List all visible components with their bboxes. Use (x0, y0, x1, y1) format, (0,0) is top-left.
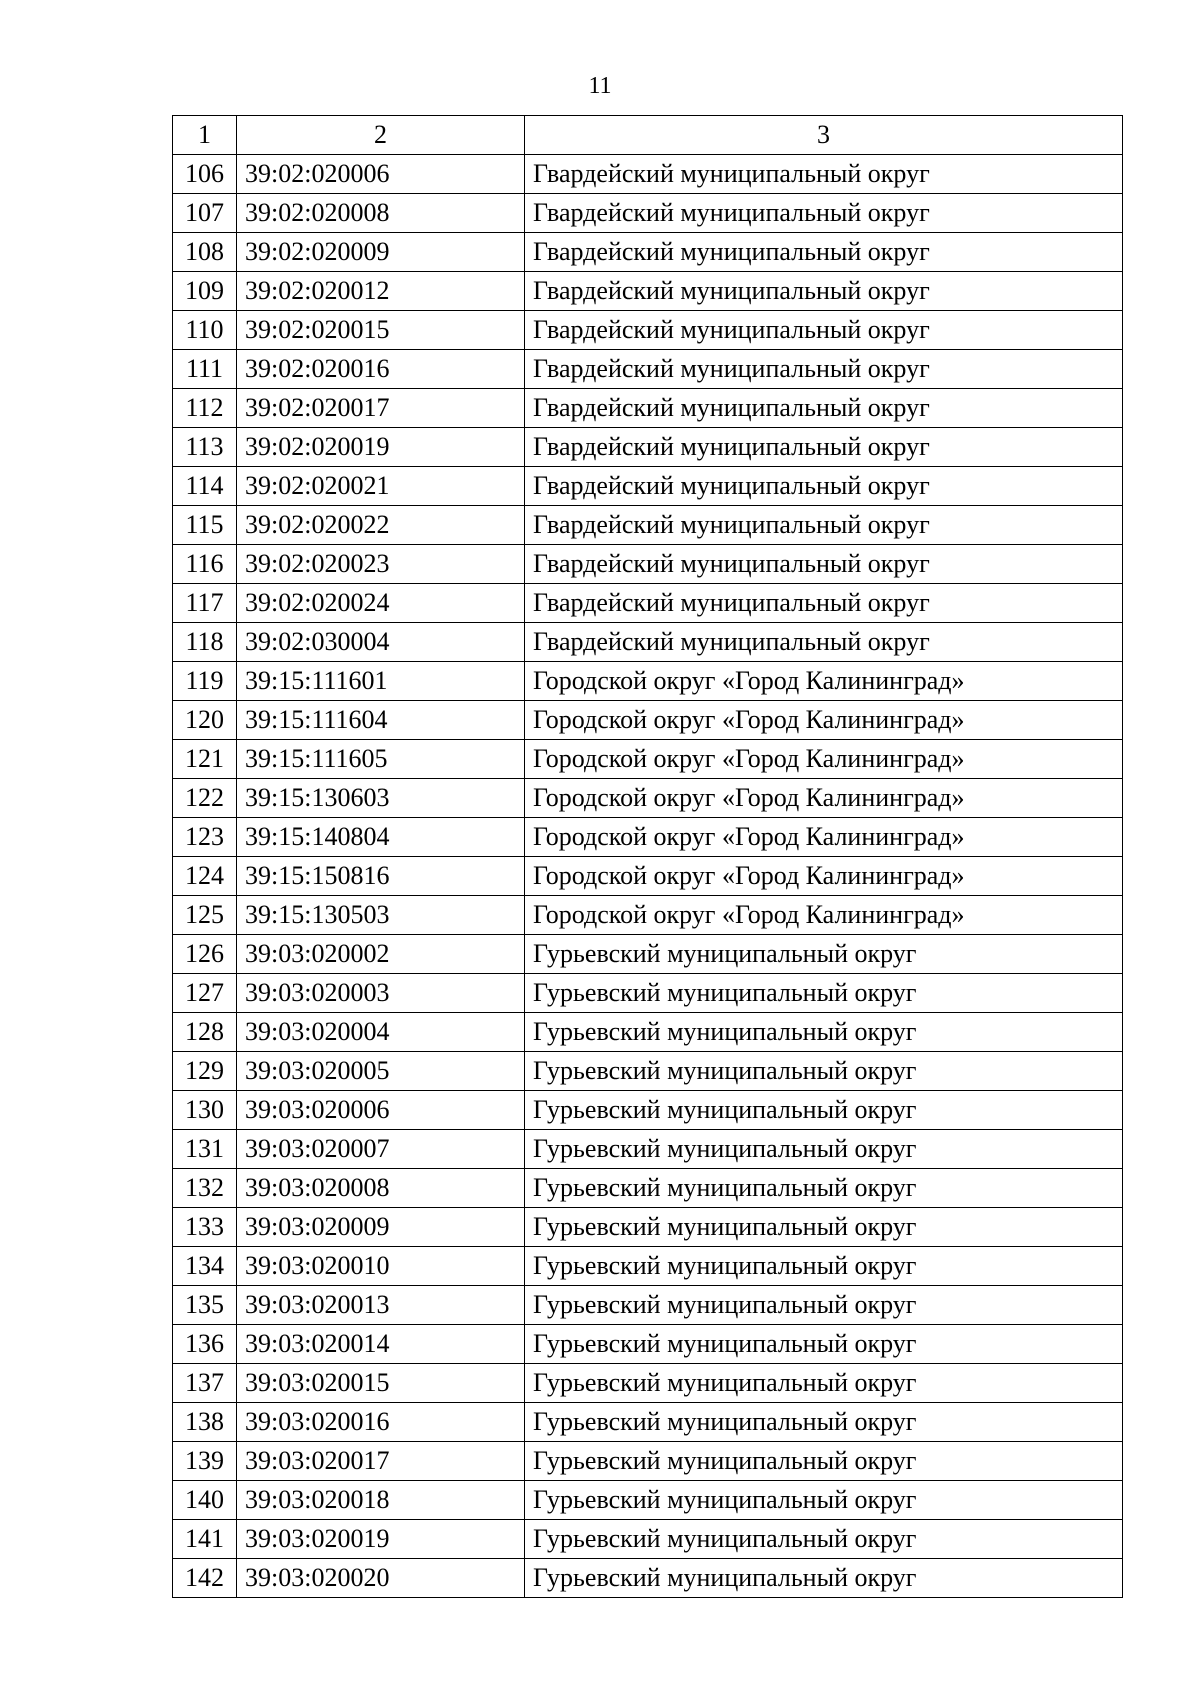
cadastral-number-cell: 39:02:020012 (237, 272, 525, 311)
municipality-cell: Гвардейский муниципальный округ (525, 272, 1123, 311)
row-number-cell: 129 (173, 1052, 237, 1091)
cadastral-number-cell: 39:03:020006 (237, 1091, 525, 1130)
municipality-cell: Городской округ «Город Калининград» (525, 857, 1123, 896)
table-row (173, 662, 1123, 701)
cadastral-number-cell: 39:02:020024 (237, 584, 525, 623)
table-row (173, 1052, 1123, 1091)
table-row (173, 1208, 1123, 1247)
municipality-cell: Гурьевский муниципальный округ (525, 1091, 1123, 1130)
municipality-cell: Гурьевский муниципальный округ (525, 974, 1123, 1013)
cadastral-number-cell: 39:03:020015 (237, 1364, 525, 1403)
table-row (173, 1091, 1123, 1130)
municipality-cell: Гвардейский муниципальный округ (525, 467, 1123, 506)
row-number-cell: 124 (173, 857, 237, 896)
table-row (173, 1325, 1123, 1364)
municipality-cell: Гурьевский муниципальный округ (525, 1481, 1123, 1520)
row-number-cell: 140 (173, 1481, 237, 1520)
municipality-cell: Гвардейский муниципальный округ (525, 155, 1123, 194)
row-number-cell: 114 (173, 467, 237, 506)
table-row (173, 428, 1123, 467)
table-row (173, 818, 1123, 857)
cadastral-number-cell: 39:03:020020 (237, 1559, 525, 1598)
table-row (173, 1130, 1123, 1169)
table-row (173, 1364, 1123, 1403)
municipality-cell: Гвардейский муниципальный округ (525, 194, 1123, 233)
table-row (173, 506, 1123, 545)
row-number-cell: 121 (173, 740, 237, 779)
row-number-cell: 134 (173, 1247, 237, 1286)
row-number-cell: 132 (173, 1169, 237, 1208)
cadastral-number-cell: 39:15:111604 (237, 701, 525, 740)
municipality-cell: Городской округ «Город Калининград» (525, 740, 1123, 779)
row-number-cell: 122 (173, 779, 237, 818)
cadastral-number-cell: 39:02:020006 (237, 155, 525, 194)
table-row (173, 1247, 1123, 1286)
row-number-cell: 111 (173, 350, 237, 389)
row-number-cell: 107 (173, 194, 237, 233)
cadastral-number-cell: 39:03:020009 (237, 1208, 525, 1247)
row-number-cell: 109 (173, 272, 237, 311)
municipality-cell: Гурьевский муниципальный округ (525, 1247, 1123, 1286)
table-row (173, 272, 1123, 311)
row-number-cell: 126 (173, 935, 237, 974)
table-row (173, 194, 1123, 233)
municipality-cell: Городской округ «Город Калининград» (525, 779, 1123, 818)
cadastral-number-cell: 39:02:020023 (237, 545, 525, 584)
municipality-cell: Гурьевский муниципальный округ (525, 1364, 1123, 1403)
table-row (173, 1481, 1123, 1520)
cadastral-number-cell: 39:02:020021 (237, 467, 525, 506)
municipality-cell: Городской округ «Город Калининград» (525, 818, 1123, 857)
municipality-cell: Гурьевский муниципальный округ (525, 1286, 1123, 1325)
table-row (173, 155, 1123, 194)
cadastral-number-cell: 39:03:020019 (237, 1520, 525, 1559)
table-row (173, 740, 1123, 779)
row-number-cell: 135 (173, 1286, 237, 1325)
row-number-cell: 128 (173, 1013, 237, 1052)
table-row (173, 857, 1123, 896)
cadastral-number-cell: 39:03:020014 (237, 1325, 525, 1364)
municipality-cell: Гурьевский муниципальный округ (525, 1013, 1123, 1052)
row-number-cell: 137 (173, 1364, 237, 1403)
cadastral-number-cell: 39:15:111601 (237, 662, 525, 701)
cadastral-number-cell: 39:03:020017 (237, 1442, 525, 1481)
cadastral-number-cell: 39:03:020005 (237, 1052, 525, 1091)
municipality-cell: Гурьевский муниципальный округ (525, 1520, 1123, 1559)
municipality-cell: Гурьевский муниципальный округ (525, 1130, 1123, 1169)
municipality-cell: Гвардейский муниципальный округ (525, 428, 1123, 467)
municipality-cell: Гвардейский муниципальный округ (525, 233, 1123, 272)
table-row (173, 779, 1123, 818)
municipality-cell: Гурьевский муниципальный округ (525, 1403, 1123, 1442)
cadastral-number-cell: 39:02:020022 (237, 506, 525, 545)
row-number-cell: 110 (173, 311, 237, 350)
cadastral-number-cell: 39:02:020015 (237, 311, 525, 350)
municipality-cell: Городской округ «Город Калининград» (525, 701, 1123, 740)
municipality-cell: Гвардейский муниципальный округ (525, 350, 1123, 389)
row-number-cell: 138 (173, 1403, 237, 1442)
page-number: 11 (588, 73, 612, 99)
municipality-cell: Гурьевский муниципальный округ (525, 1208, 1123, 1247)
row-number-cell: 113 (173, 428, 237, 467)
cadastral-number-cell: 39:03:020018 (237, 1481, 525, 1520)
cadastral-number-cell: 39:03:020002 (237, 935, 525, 974)
cadastral-number-cell: 39:03:020004 (237, 1013, 525, 1052)
table-row (173, 1286, 1123, 1325)
municipality-cell: Гурьевский муниципальный округ (525, 1442, 1123, 1481)
column-header-number: 1 (173, 116, 237, 155)
municipality-cell: Гурьевский муниципальный округ (525, 935, 1123, 974)
table-row (173, 623, 1123, 662)
cadastral-number-cell: 39:03:020013 (237, 1286, 525, 1325)
municipality-cell: Городской округ «Город Калининград» (525, 662, 1123, 701)
municipality-cell: Гвардейский муниципальный округ (525, 506, 1123, 545)
municipality-cell: Гурьевский муниципальный округ (525, 1325, 1123, 1364)
column-header-municipality: 3 (525, 116, 1123, 155)
row-number-cell: 131 (173, 1130, 237, 1169)
table-row (173, 896, 1123, 935)
row-number-cell: 125 (173, 896, 237, 935)
table-row (173, 1013, 1123, 1052)
table-header-row (173, 116, 1123, 155)
municipality-cell: Гвардейский муниципальный округ (525, 584, 1123, 623)
row-number-cell: 142 (173, 1559, 237, 1598)
cadastral-number-cell: 39:15:150816 (237, 857, 525, 896)
table-row (173, 1403, 1123, 1442)
row-number-cell: 123 (173, 818, 237, 857)
municipality-cell: Гурьевский муниципальный округ (525, 1559, 1123, 1598)
cadastral-number-cell: 39:03:020010 (237, 1247, 525, 1286)
table-row (173, 584, 1123, 623)
table-row (173, 311, 1123, 350)
municipality-cell: Гвардейский муниципальный округ (525, 389, 1123, 428)
row-number-cell: 139 (173, 1442, 237, 1481)
cadastral-number-cell: 39:03:020003 (237, 974, 525, 1013)
table-row (173, 935, 1123, 974)
cadastral-number-cell: 39:03:020007 (237, 1130, 525, 1169)
row-number-cell: 118 (173, 623, 237, 662)
row-number-cell: 130 (173, 1091, 237, 1130)
table-row (173, 350, 1123, 389)
cadastral-number-cell: 39:15:130603 (237, 779, 525, 818)
table-row (173, 974, 1123, 1013)
cadastral-number-cell: 39:15:111605 (237, 740, 525, 779)
table-body (173, 116, 1123, 1598)
column-header-cadastral: 2 (237, 116, 525, 155)
row-number-cell: 108 (173, 233, 237, 272)
cadastral-number-cell: 39:02:030004 (237, 623, 525, 662)
row-number-cell: 106 (173, 155, 237, 194)
table-row (173, 233, 1123, 272)
cadastral-number-cell: 39:15:130503 (237, 896, 525, 935)
row-number-cell: 120 (173, 701, 237, 740)
cadastral-table (172, 115, 1123, 1598)
municipality-cell: Гвардейский муниципальный округ (525, 545, 1123, 584)
cadastral-number-cell: 39:03:020008 (237, 1169, 525, 1208)
table-row (173, 545, 1123, 584)
municipality-cell: Гвардейский муниципальный округ (525, 311, 1123, 350)
cadastral-number-cell: 39:02:020016 (237, 350, 525, 389)
row-number-cell: 133 (173, 1208, 237, 1247)
table-row (173, 1520, 1123, 1559)
row-number-cell: 117 (173, 584, 237, 623)
cadastral-number-cell: 39:02:020017 (237, 389, 525, 428)
table-row (173, 1169, 1123, 1208)
table-row (173, 1442, 1123, 1481)
cadastral-number-cell: 39:03:020016 (237, 1403, 525, 1442)
municipality-cell: Городской округ «Город Калининград» (525, 896, 1123, 935)
municipality-cell: Гурьевский муниципальный округ (525, 1169, 1123, 1208)
row-number-cell: 116 (173, 545, 237, 584)
cadastral-number-cell: 39:15:140804 (237, 818, 525, 857)
cadastral-number-cell: 39:02:020019 (237, 428, 525, 467)
row-number-cell: 112 (173, 389, 237, 428)
row-number-cell: 115 (173, 506, 237, 545)
municipality-cell: Гурьевский муниципальный округ (525, 1052, 1123, 1091)
row-number-cell: 127 (173, 974, 237, 1013)
row-number-cell: 136 (173, 1325, 237, 1364)
table-row (173, 389, 1123, 428)
row-number-cell: 141 (173, 1520, 237, 1559)
table-row (173, 1559, 1123, 1598)
municipality-cell: Гвардейский муниципальный округ (525, 623, 1123, 662)
table-row (173, 701, 1123, 740)
cadastral-number-cell: 39:02:020009 (237, 233, 525, 272)
table-row (173, 467, 1123, 506)
row-number-cell: 119 (173, 662, 237, 701)
cadastral-number-cell: 39:02:020008 (237, 194, 525, 233)
